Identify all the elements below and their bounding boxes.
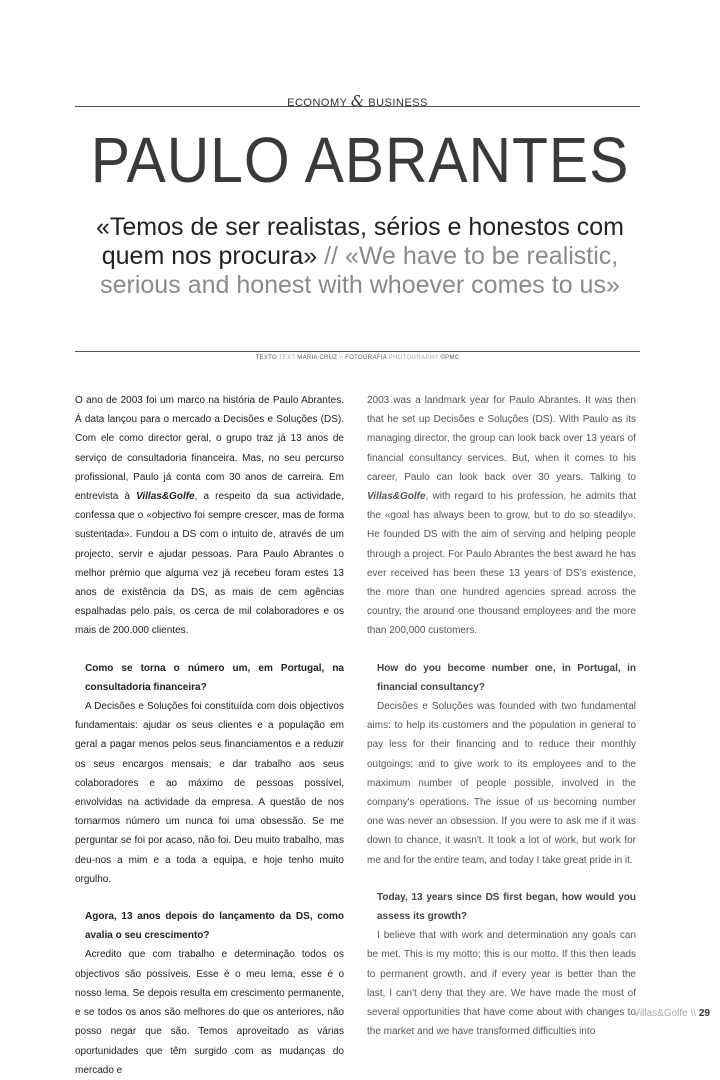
credits-rule: [75, 351, 640, 352]
footer-magazine: Villas&Golfe: [633, 1008, 688, 1019]
magazine-name-en: Villas&Golfe: [367, 491, 426, 503]
credits-line: [75, 355, 640, 361]
intro-pt-part-a: O ano de 2003 foi um marco na história de Paulo Abrantes. À data lançou para o mercado a Decisões e Soluções (DS). Com ele como director geral, o grupo traz já 13 anos de serviço de consultadoria financeira. Mas, no seu percurso profissional, Paulo já conta com 30 anos de carreira. Em entrevista à: [75, 395, 344, 503]
section-label-ampersand: &: [350, 92, 365, 110]
question-2-en: Today, 13 years since DS first began, how would you assess its growth?: [377, 891, 636, 923]
answer-2-pt: Acredito que com trabalho e determinação todos os objectivos são possíveis. Esse é o meu lema, esse é o nosso lema. Se depois resulta em crescimento permanente, e se todos os anos são melhores do que os anteriores, não posso negar que são. Temos aproveitado as várias oportunidades que têm surgido com as mudanças do mercado e: [75, 949, 344, 1076]
credits-divider: \\: [339, 355, 344, 361]
article-column-portuguese: [75, 391, 344, 1080]
section-label-left: ECONOMY: [287, 97, 348, 109]
credits-photo-label-en: PHOTOGRAPHY: [388, 355, 439, 361]
question-2-pt: Agora, 13 anos depois do lançamento da DS, como avalia o seu crescimento?: [85, 911, 344, 942]
question-1-pt: Como se torna o número um, em Portugal, na consultadoria financeira?: [85, 662, 344, 693]
intro-paragraph-en: [367, 391, 636, 641]
question-1-en: How do you become number one, in Portugal, in financial consultancy?: [377, 662, 636, 693]
page-number: 29: [698, 1008, 710, 1019]
intro-en-part-a: 2003 was a landmark year for Paulo Abrantes. It was then that he set up Decisões e Soluções (DS). With Paulo as its managing director, the group can look back over 13 years of financial consultancy services. But, when it comes to his career, Paulo can look back over 30 years. Talking to: [367, 395, 636, 483]
answer-2-en: I believe that with work and determination any goals can be met. This is my motto; this is our motto. If this then leads to permanent growth, and if every year is better than the last, I can't deny that they are. We have made the most of several opportunities that have come about with changes to the market and we have transformed difficulties into: [367, 930, 636, 1038]
pull-quote-en: «We have to be realistic, serious and honest with whoever comes to us»: [100, 242, 620, 299]
answer-1-pt: A Decisões e Soluções foi constituída com dois objectivos fundamentais: ajudar os seus clientes e a população em geral a pagar menos pelos seus financiamentos e a reduzir os seus encargos mensais; e dar trabalho aos seus colaboradores e ao máximo de pessoas possível, envolvidas na actividade da empresa. A questão de nos tornarmos número um nunca foi uma obsessão. Se me perguntar se foi por acaso, não foi. Deu muito trabalho, mas deu-nos a mim e a toda a equipa, e hoje tenho muito orgulho.: [75, 701, 344, 885]
intro-en-part-b: , with regard to his profession, he admits that the «goal has always been to grow, but to do so steadily». He founded DS with the aim of serving and helping people through a project. For Paulo Abrantes the best award he has ever received has been these 13 years of DS's existence, the more than one hundred agencies spread across the country, the around one thousand employees and the more than 200,000 customers.: [367, 491, 636, 637]
answer-1-en: Decisões e Soluções was founded with two fundamental aims: to help its customers and the population in general to pay less for their financing and to reduce their monthly outgoings; and to give work to its employees and to the maximum number of people possible, involved in the company's operations. The issue of us becoming number one was never an obsession. If you were to ask me if it was down to chance, it wasn't. It took a lot of work, but work for me and for the entire team, and today I take great pride in it.: [367, 701, 636, 866]
credits-text-author: MARIA CRUZ: [297, 355, 338, 361]
article-column-english: [367, 391, 636, 1042]
credits-text-label-en: TEXT: [278, 355, 296, 361]
credits-photo-author: ©PMC: [440, 355, 460, 361]
article-title: PAULO ABRANTES: [90, 124, 630, 196]
intro-pt-part-b: , a respeito da sua actividade, confessa que o «objectivo foi sempre crescer, mas de forma sustentada». Fundou a DS com o intuito de, através de um projecto, servir e ajudar pessoas. Para Paulo Abrantes o melhor prémio que alguma vez já recebeu foram estes 13 anos de existência da DS, as mais de cem agências espalhadas pelo país, os cerca de mil colaboradores e os mais de 200.000 clientes.: [75, 491, 344, 637]
credits-photo-label: FOTOGRAFIA: [345, 355, 387, 361]
credits-text-label: TEXTO: [255, 355, 277, 361]
section-label: [75, 92, 640, 110]
pull-quote-pt: «Temos de ser realistas, sérios e honestos com quem nos procura»: [95, 213, 624, 270]
footer-divider: \\: [690, 1008, 697, 1019]
section-label-right: BUSINESS: [368, 97, 428, 109]
pull-quote-separator: //: [324, 242, 338, 270]
page-footer: [560, 1008, 710, 1019]
magazine-name-pt: Villas&Golfe: [136, 491, 195, 503]
intro-paragraph-pt: [75, 391, 344, 641]
pull-quote: [70, 213, 650, 300]
